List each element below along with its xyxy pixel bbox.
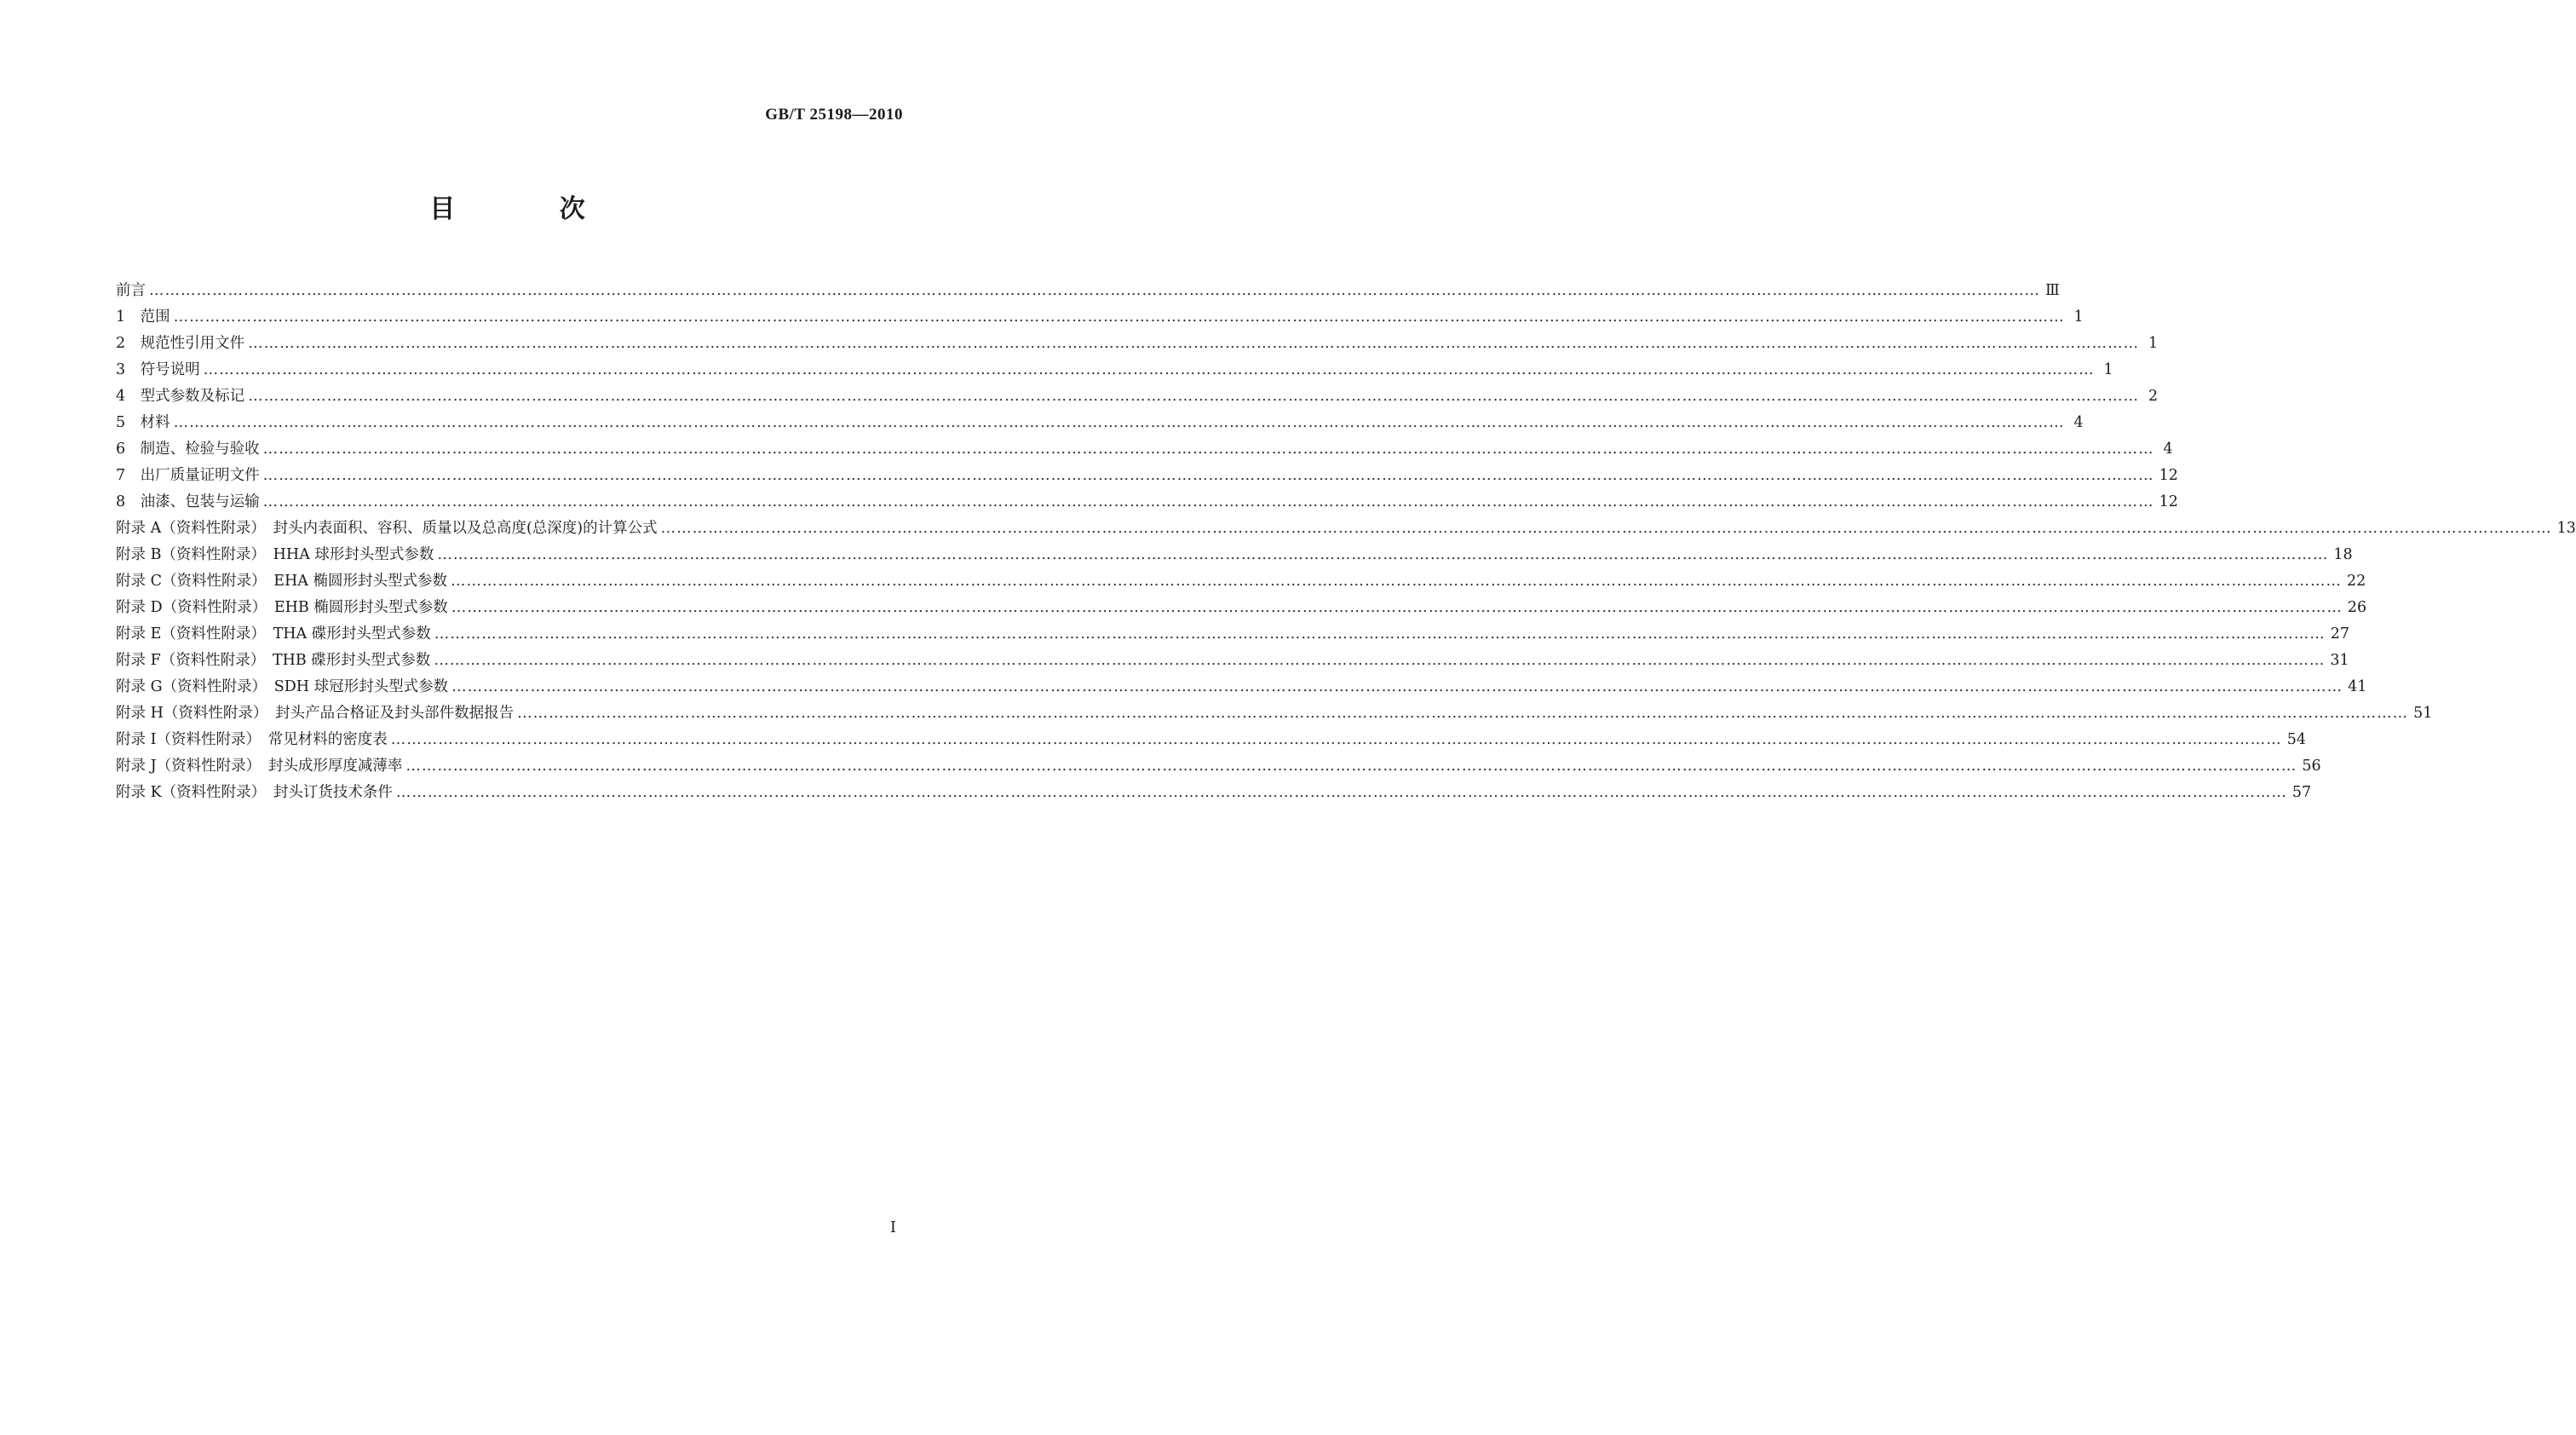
toc-leader-dots: ………………………………………………………………………………………………………………………………………………………………………………………………………………………………………………………………………………………………………………………………: [262, 493, 2154, 510]
toc-entry-label: 2 规范性引用文件: [116, 335, 245, 352]
toc-entry[interactable]: [116, 542, 2353, 568]
toc-entry[interactable]: [116, 674, 2367, 700]
toc-leader-dots: ………………………………………………………………………………………………………………………………………………………………………………………………………………………………………………………………………………………………………………………………: [248, 335, 2140, 352]
toc-entry-label: 附录 H（资料性附录） 封头产品合格证及封头部件数据报告: [116, 705, 515, 722]
toc-entry-page: 27: [2330, 625, 2350, 643]
toc-entry[interactable]: [116, 304, 2084, 331]
toc-entry-label: 3 符号说明: [116, 361, 200, 378]
toc-entry-label: 附录 J（资料性附录） 封头成形厚度减薄率: [116, 758, 403, 775]
toc-leader-dots: ………………………………………………………………………………………………………………………………………………………………………………………………………………………………………………………………………………………………………………………………: [660, 520, 2552, 537]
toc-entry-label: 附录 E（资料性附录） THA 碟形封头型式参数: [116, 625, 431, 643]
toc-entry[interactable]: [116, 410, 2084, 436]
toc-entry[interactable]: [116, 648, 2349, 674]
toc-leader-dots: ………………………………………………………………………………………………………………………………………………………………………………………………………………………………………………………………………………………………………………………………: [203, 361, 2095, 378]
toc-leader-dots: ………………………………………………………………………………………………………………………………………………………………………………………………………………………………………………………………………………………………………………………………: [434, 625, 2326, 643]
toc-entry[interactable]: [116, 383, 2159, 410]
toc-entry-page: 1: [2103, 361, 2113, 378]
toc-entry-page: 31: [2330, 652, 2349, 669]
toc-entry-page: 4: [2073, 414, 2084, 431]
toc-entry-label: 5 材料: [116, 414, 170, 431]
toc-entry-page: 12: [2159, 467, 2178, 484]
toc-entry-label: 7 出厂质量证明文件: [116, 467, 260, 484]
toc-entry[interactable]: [116, 278, 2060, 304]
toc-entry-page: 56: [2302, 758, 2321, 775]
toc-leader-dots: ………………………………………………………………………………………………………………………………………………………………………………………………………………………………………………………………………………………………………………………………: [405, 758, 2297, 775]
toc-entry-page: 18: [2333, 546, 2353, 563]
toc-entry-page: 51: [2413, 705, 2433, 722]
toc-entry-label: 附录 A（资料性附录） 封头内表面积、容积、质量以及总高度(总深度)的计算公式: [116, 520, 658, 537]
toc-entry-page: 22: [2346, 573, 2366, 590]
toc-entry[interactable]: [116, 753, 2321, 780]
toc-entry-page: 41: [2348, 678, 2367, 695]
toc-entry[interactable]: [116, 595, 2367, 621]
toc-leader-dots: ………………………………………………………………………………………………………………………………………………………………………………………………………………………………………………………………………………………………………………………………: [149, 282, 2040, 299]
toc-entry-page: 1: [2148, 335, 2159, 352]
toc-leader-dots: ………………………………………………………………………………………………………………………………………………………………………………………………………………………………………………………………………………………………………………………………: [450, 573, 2342, 590]
toc-leader-dots: ………………………………………………………………………………………………………………………………………………………………………………………………………………………………………………………………………………………………………………………………: [262, 441, 2154, 458]
toc-entry[interactable]: [116, 436, 2173, 463]
toc-entry-page: 1: [2073, 308, 2084, 326]
page-title: 目 次: [429, 194, 633, 224]
toc-entry-page: 2: [2148, 388, 2159, 405]
toc-entry-page: 13: [2556, 520, 2576, 537]
toc-entry-label: 附录 F（资料性附录） THB 碟形封头型式参数: [116, 652, 431, 669]
toc-entry-label: 6 制造、检验与验收: [116, 441, 260, 458]
toc-leader-dots: ………………………………………………………………………………………………………………………………………………………………………………………………………………………………………………………………………………………………………………………………: [517, 705, 2409, 722]
toc-leader-dots: ………………………………………………………………………………………………………………………………………………………………………………………………………………………………………………………………………………………………………………………………: [451, 599, 2343, 616]
toc-leader-dots: ………………………………………………………………………………………………………………………………………………………………………………………………………………………………………………………………………………………………………………………………: [437, 546, 2329, 563]
toc-entry[interactable]: [116, 568, 2366, 595]
toc-leader-dots: ………………………………………………………………………………………………………………………………………………………………………………………………………………………………………………………………………………………………………………………………: [262, 467, 2154, 484]
toc-leader-dots: ………………………………………………………………………………………………………………………………………………………………………………………………………………………………………………………………………………………………………………………………: [395, 784, 2287, 801]
toc-entry[interactable]: [116, 489, 2178, 516]
toc-entry-page: 26: [2347, 599, 2367, 616]
page-number: I: [889, 1219, 896, 1236]
toc-entry-page: 12: [2159, 493, 2178, 510]
toc-entry-page: Ⅲ: [2045, 282, 2060, 299]
toc-entry-page: 4: [2163, 441, 2173, 458]
toc-entry-label: 前言: [116, 282, 146, 299]
toc-entry-label: 附录 G（资料性附录） SDH 球冠形封头型式参数: [116, 678, 449, 695]
toc-leader-dots: ………………………………………………………………………………………………………………………………………………………………………………………………………………………………………………………………………………………………………………………………: [390, 731, 2282, 748]
toc-entry-label: 附录 I（资料性附录） 常见材料的密度表: [116, 731, 388, 748]
toc-entry-label: 附录 B（资料性附录） HHA 球形封头型式参数: [116, 546, 434, 563]
toc-entry-label: 附录 K（资料性附录） 封头订货技术条件: [116, 784, 393, 801]
toc-leader-dots: ………………………………………………………………………………………………………………………………………………………………………………………………………………………………………………………………………………………………………………………………: [434, 652, 2326, 669]
toc-entry[interactable]: [116, 727, 2307, 753]
toc-entry-label: 8 油漆、包装与运输: [116, 493, 260, 510]
table-of-contents: [116, 278, 2576, 806]
toc-entry[interactable]: [116, 516, 2576, 542]
toc-entry-label: 附录 D（资料性附录） EHB 椭圆形封头型式参数: [116, 599, 448, 616]
toc-entry[interactable]: [116, 780, 2312, 806]
toc-entry-label: 附录 C（资料性附录） EHA 椭圆形封头型式参数: [116, 573, 447, 590]
toc-leader-dots: ………………………………………………………………………………………………………………………………………………………………………………………………………………………………………………………………………………………………………………………………: [173, 308, 2065, 326]
toc-leader-dots: ………………………………………………………………………………………………………………………………………………………………………………………………………………………………………………………………………………………………………………………………: [451, 678, 2343, 695]
toc-leader-dots: ………………………………………………………………………………………………………………………………………………………………………………………………………………………………………………………………………………………………………………………………: [248, 388, 2140, 405]
toc-entry[interactable]: [116, 331, 2159, 357]
toc-entry[interactable]: [116, 700, 2433, 727]
toc-entry[interactable]: [116, 621, 2350, 648]
toc-entry-label: 1 范围: [116, 308, 170, 326]
toc-entry-page: 57: [2291, 784, 2312, 801]
toc-entry-label: 4 型式参数及标记: [116, 388, 245, 405]
toc-entry[interactable]: [116, 463, 2178, 489]
toc-entry-page: 54: [2286, 731, 2307, 748]
standard-code: GB/T 25198—2010: [765, 106, 903, 124]
toc-entry[interactable]: [116, 357, 2113, 383]
toc-leader-dots: ………………………………………………………………………………………………………………………………………………………………………………………………………………………………………………………………………………………………………………………………: [173, 414, 2065, 431]
